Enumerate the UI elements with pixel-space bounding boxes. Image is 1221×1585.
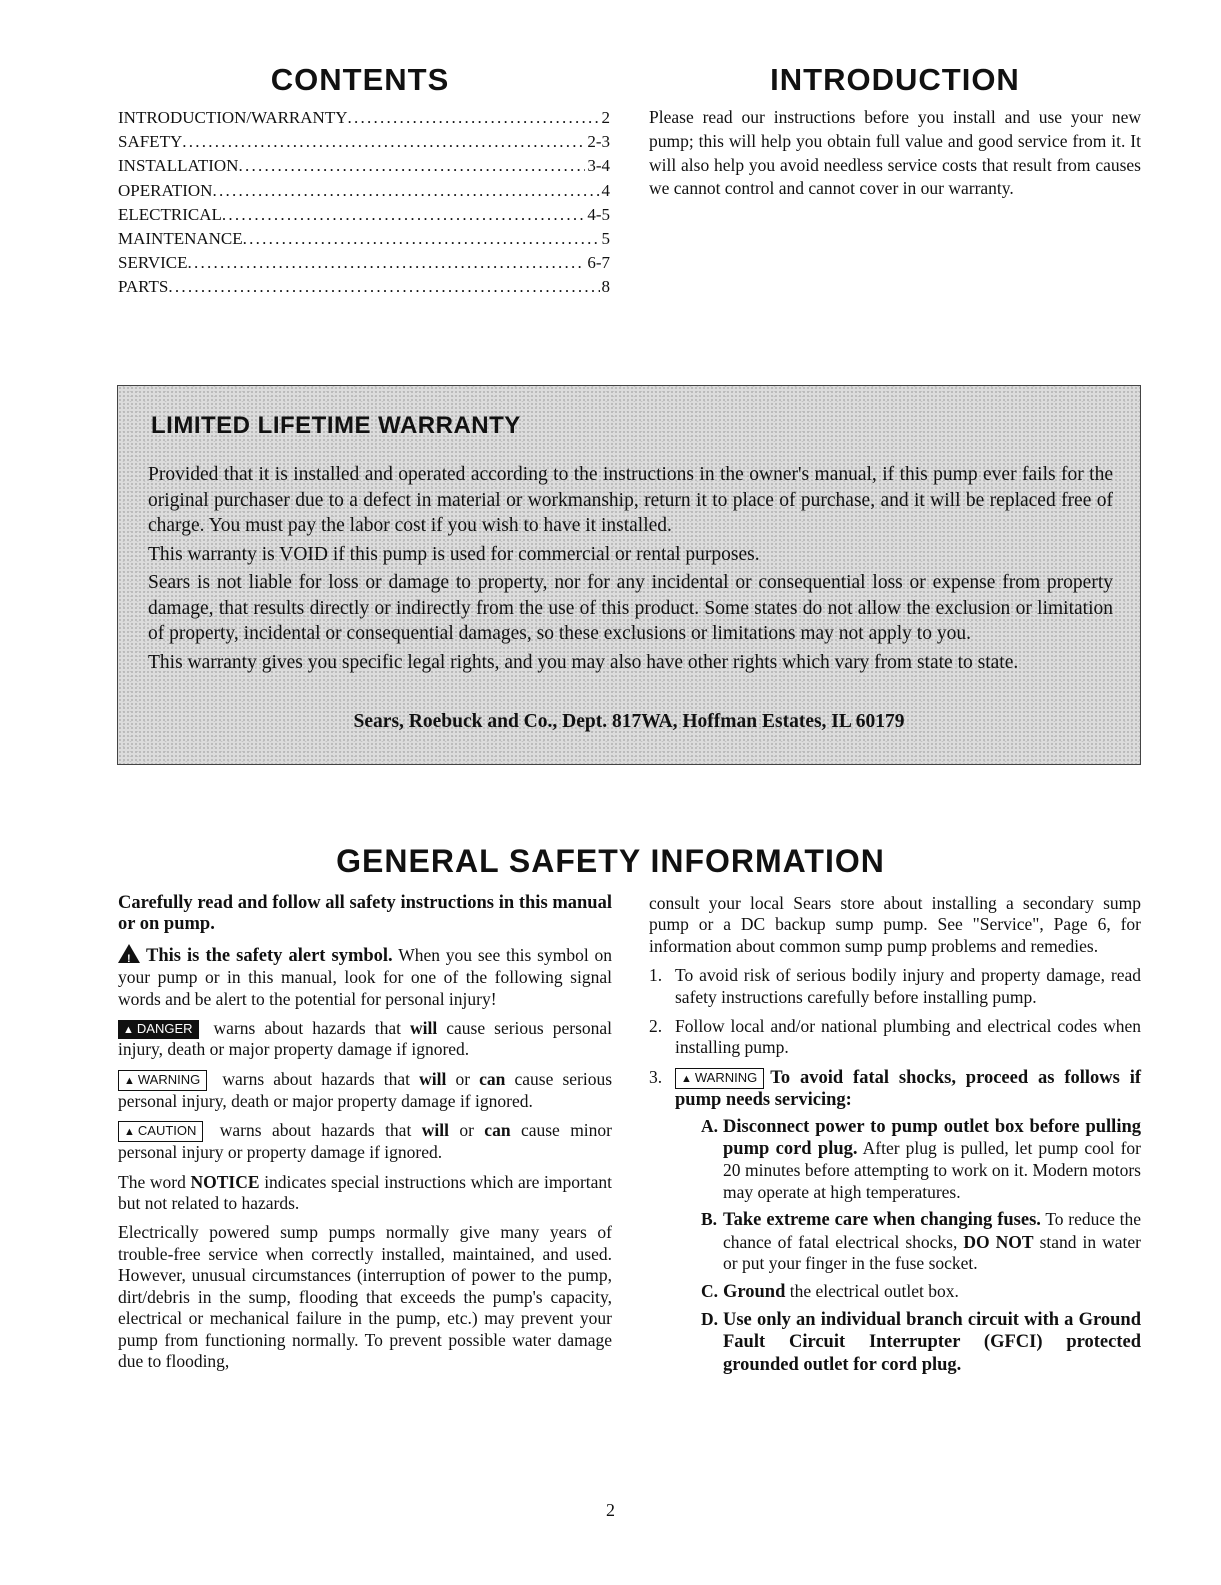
warranty-paragraph: This warranty gives you specific legal rights, and you may also have other rights which vary from state to state. <box>148 651 1019 673</box>
toc-page: 2 <box>601 108 610 127</box>
toc-row[interactable] <box>118 275 610 299</box>
introduction-text: Please read our instructions before you install and use your new pump; this will help you obtain full value and good service from it. It will also help you avoid needless service costs that result from causes we cannot control and cannot cover in our warranty. <box>649 107 1141 199</box>
toc-page: 3-4 <box>587 156 610 176</box>
toc-row[interactable] <box>118 179 610 203</box>
toc-page: 4 <box>601 180 610 200</box>
toc-label: PARTS <box>118 277 169 297</box>
sub-item-d: D. Use only an individual branch circuit with a Ground Fault Circuit Interrupter (GFCI) protected grounded outlet for cord plug. <box>701 1308 1141 1375</box>
sub-item-b: B. Take extreme care when changing fuses. To reduce the chance of fatal electrical shocks, DO NOT stand in water or put your finger in the fuse socket. <box>701 1209 1142 1274</box>
toc-row[interactable] <box>118 203 610 227</box>
caution-paragraph: ▲ CAUTION warns about hazards that will or can cause minor personal injury or property damage if ignored. <box>118 1120 612 1163</box>
warranty-paragraph: Sears is not liable for loss or damage to property, nor for any incidental or consequential loss or expense from property damage, that results directly or indirectly from the use of this product. Some states do not allow the exclusion or limitation of property, incidental or consequential damages, so these exclusions or limitations may not apply to you. <box>148 572 1113 644</box>
toc-label: INSTALLATION <box>118 156 239 176</box>
warning-paragraph: ▲ WARNING warns about hazards that will or can cause serious personal injury, death or major property damage if ignored. <box>118 1068 613 1111</box>
safety-left-column <box>118 893 612 1380</box>
warning-badge: ▲ WARNING <box>118 1070 207 1091</box>
electrical-paragraph: Electrically powered sump pumps normally give many years of trouble-free service when correctly installed, maintained, and used. However, unusual circumstances (interruption of power to the pump, dirt/debris in the sump, flooding that exceeds the pump's capacity, electrical or mechanical failure in the pump, etc.) may prevent your pump from functioning normally. To prevent possible water damage due to flooding, <box>118 1222 612 1371</box>
notice-paragraph: The word NOTICE indicates special instructions which are important but not related to hazards. <box>118 1171 613 1214</box>
consult-paragraph: consult your local Sears store about installing a secondary sump pump or a DC backup sump pump. See "Service", Page 6, for information about common sump pump problems and remedies. <box>649 893 1141 956</box>
warranty-body <box>148 462 1113 678</box>
safety-list <box>649 965 1141 1376</box>
toc-label: INTRODUCTION/WARRANTY <box>118 108 348 127</box>
toc-label: SERVICE <box>118 253 188 273</box>
toc-row[interactable] <box>118 251 610 275</box>
toc-label: ELECTRICAL <box>118 204 222 224</box>
warning-triangle-icon: ▲ <box>123 1024 134 1037</box>
table-of-contents <box>118 106 610 300</box>
warranty-paragraph: This warranty is VOID if this pump is used for commercial or rental purposes. <box>148 543 760 565</box>
list-item: 2. Follow local and/or national plumbing and electrical codes when installing pump. <box>649 1016 1141 1058</box>
toc-row[interactable] <box>118 130 610 154</box>
contents-heading: CONTENTS <box>270 62 450 97</box>
page-number: 2 <box>606 1500 615 1520</box>
toc-page: 8 <box>601 277 610 297</box>
sub-item-a: A. Disconnect power to pump outlet box before pulling pump cord plug. After plug is pulled, let pump cool for 20 minutes before attempting to work on it. Modern motors may operate at high temperatures. <box>701 1115 1141 1202</box>
toc-label: OPERATION <box>118 180 213 200</box>
toc-page: 4-5 <box>587 204 610 224</box>
warranty-address: Sears, Roebuck and Co., Dept. 817WA, Hoffman Estates, IL 60179 <box>353 711 905 732</box>
safety-alert-text: When you see this symbol on your pump or in this manual, look for one of the following signal words and be alert to the potential for personal injury! <box>118 944 612 1009</box>
warning-triangle-icon: ▲ <box>124 1074 135 1087</box>
toc-row[interactable] <box>118 227 610 251</box>
warranty-title: LIMITED LIFETIME WARRANTY <box>151 412 521 439</box>
safety-alert-paragraph <box>118 944 612 1010</box>
warning-triangle-icon: ▲ <box>681 1072 692 1085</box>
toc-row[interactable] <box>118 154 610 178</box>
toc-page: 2-3 <box>587 132 610 152</box>
safety-right-column <box>649 893 1141 1384</box>
introduction-heading: INTRODUCTION <box>770 62 1020 97</box>
danger-badge: ▲ DANGER <box>118 1020 199 1039</box>
list-item: 3. ▲ WARNING To avoid fatal shocks, proceed as follows if pump needs servicing: A. Disconnect power to pump outlet box before pulling pump cord plug. After plug is pulled, let pump cool for 20 minutes before attempting to work on it. Modern motors may operate at high temperatures. B. Take extreme care when changing fuses. To reduce the chance of fatal electrical shocks, DO NOT stand in water or put your finger in the fuse socket. C. Ground the electrical outlet box. D. Use only an individual branch circuit with a Ground Fault Circuit Interrupter (GFCI) protected grounded outlet for cord plug. <box>649 1066 1142 1375</box>
safety-heading: GENERAL SAFETY INFORMATION <box>336 843 885 879</box>
warranty-paragraph: Provided that it is installed and operated according to the instructions in the owner's manual, if this pump ever fails for the original purchaser due to a defect in material or workmanship, return it to place of purchase, and it will be replaced free of charge. You must pay the labor cost if you wish to have it installed. <box>148 464 1113 536</box>
toc-label: SAFETY <box>118 132 183 152</box>
safety-intro: Carefully read and follow all safety instructions in this manual or on pump. <box>118 893 612 935</box>
toc-row[interactable] <box>118 106 610 130</box>
toc-label: MAINTENANCE <box>118 229 243 249</box>
warning-triangle-icon: ▲ <box>124 1126 135 1139</box>
safety-alert-icon: ! <box>118 944 140 963</box>
toc-page: 5 <box>601 229 610 249</box>
list-item: 1. To avoid risk of serious bodily injury and property damage, read safety instructions carefully before installing pump. <box>649 965 1141 1007</box>
caution-badge: ▲ CAUTION <box>118 1121 203 1142</box>
danger-paragraph: ▲ DANGER warns about hazards that will cause serious personal injury, death or major property damage if ignored. <box>118 1018 613 1060</box>
warning-badge: ▲ WARNING <box>675 1068 764 1089</box>
warranty-box <box>117 385 1141 765</box>
sub-item-c: C. Ground the electrical outlet box. <box>701 1280 959 1302</box>
safety-alert-bold: This is the safety alert symbol. <box>146 945 393 966</box>
toc-page: 6-7 <box>587 253 610 273</box>
